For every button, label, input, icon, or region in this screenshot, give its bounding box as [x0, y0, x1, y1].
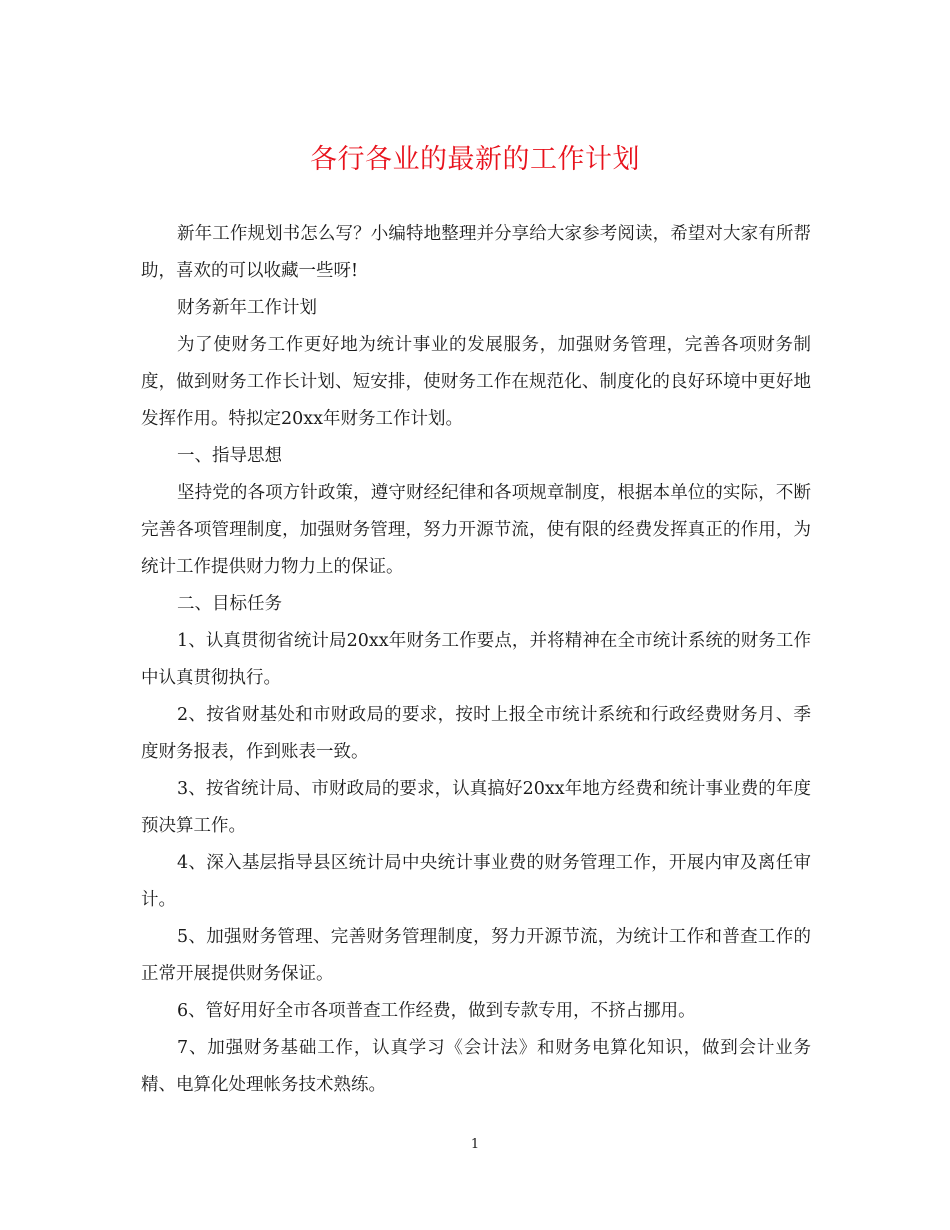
- guiding-thought-paragraph: 坚持党的各项方针政策，遵守财经纪律和各项规章制度，根据本单位的实际，不断完善各项管理制度，加强财务管理，努力开源节流，使有限的经费发挥真正的作用，为统计工作提供财力物力上的保证。: [141, 483, 811, 577]
- page-number: 1: [470, 1137, 480, 1152]
- goal-item-5: 5、加强财务管理、完善财务管理制度，努力开源节流，为统计工作和普查工作的正常开展提供财务保证。: [141, 927, 811, 984]
- intro-paragraph: 新年工作规划书怎么写？小编特地整理并分享给大家参考阅读，希望对大家有所帮助，喜欢的可以收藏一些呀!: [141, 224, 811, 281]
- document-body: [141, 216, 811, 1104]
- goal-item-4: 4、深入基层指导县区统计局中央统计事业费的财务管理工作，开展内审及离任审计。: [141, 853, 811, 910]
- goal-item-3: 3、按省统计局、市财政局的要求，认真搞好20xx年地方经费和统计事业费的年度预决算工作。: [141, 779, 811, 836]
- goal-item-7: 7、加强财务基础工作，认真学习《会计法》和财务电算化知识，做到会计业务精、电算化处理帐务技术熟练。: [141, 1038, 811, 1095]
- goal-item-2: 2、按省财基处和市财政局的要求，按时上报全市统计系统和行政经费财务月、季度财务报表，作到账表一致。: [141, 705, 811, 762]
- section-heading-guiding-thought: 一、指导思想: [177, 446, 282, 466]
- goal-item-6: 6、管好用好全市各项普查工作经费，做到专款专用，不挤占挪用。: [177, 1001, 696, 1021]
- section-heading-finance-plan: 财务新年工作计划: [177, 298, 317, 318]
- section-heading-goals: 二、目标任务: [177, 594, 282, 614]
- purpose-paragraph: 为了使财务工作更好地为统计事业的发展服务，加强财务管理，完善各项财务制度，做到财务工作长计划、短安排，使财务工作在规范化、制度化的良好环境中更好地发挥作用。特拟定20xx年财务工作计划。: [141, 335, 811, 429]
- document-title: 各行各业的最新的工作计划: [310, 144, 640, 175]
- goal-item-1: 1、认真贯彻省统计局20xx年财务工作要点，并将精神在全市统计系统的财务工作中认真贯彻执行。: [141, 631, 811, 688]
